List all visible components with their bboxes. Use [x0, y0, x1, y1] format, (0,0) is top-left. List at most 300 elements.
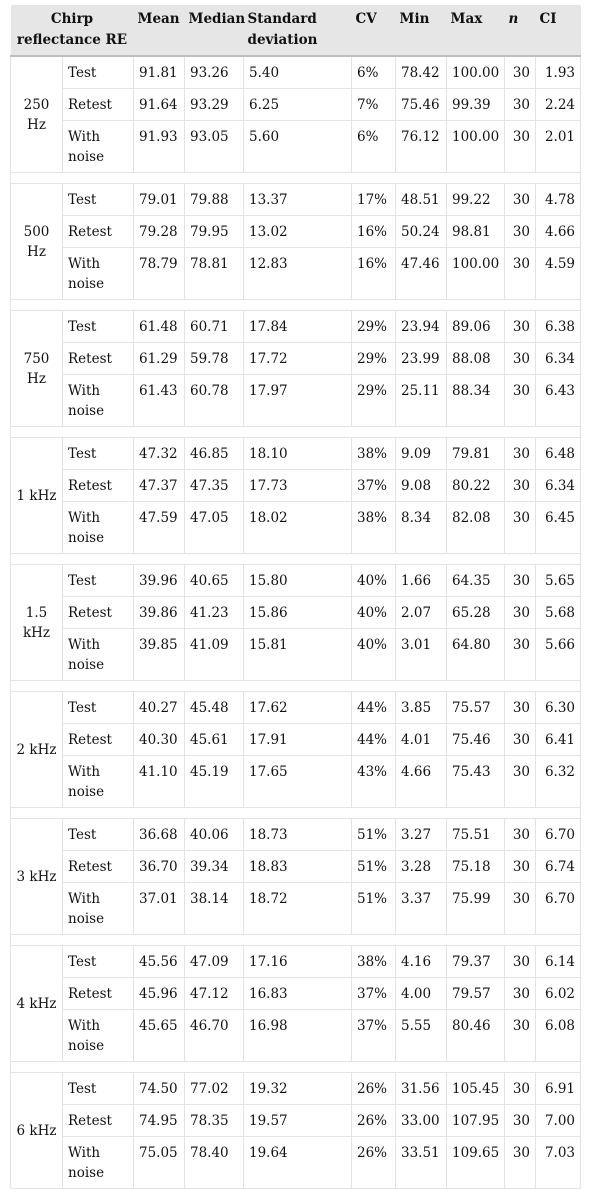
- spacer-cell: [11, 1062, 581, 1073]
- median-cell: 78.35: [185, 1105, 244, 1137]
- group-spacer: [11, 300, 581, 311]
- header-group: Chirp reflectance RE: [11, 5, 134, 56]
- max-cell: 75.46: [447, 724, 505, 756]
- max-cell: 100.00: [447, 56, 505, 89]
- table-row: [11, 216, 581, 248]
- ci-cell: 2.24: [536, 89, 581, 121]
- sd-cell: 17.65: [244, 756, 352, 808]
- ci-cell: 4.78: [536, 184, 581, 216]
- max-cell: 105.45: [447, 1073, 505, 1105]
- mean-cell: 61.43: [134, 375, 185, 427]
- mean-cell: 91.93: [134, 121, 185, 173]
- group-spacer: [11, 427, 581, 438]
- median-cell: 38.14: [185, 883, 244, 935]
- n-cell: 30: [505, 216, 536, 248]
- sd-cell: 17.72: [244, 343, 352, 375]
- table-row: [11, 692, 581, 724]
- condition-cell: With noise: [63, 1137, 134, 1189]
- mean-cell: 36.70: [134, 851, 185, 883]
- max-cell: 100.00: [447, 121, 505, 173]
- max-cell: 88.08: [447, 343, 505, 375]
- min-cell: 2.07: [396, 597, 447, 629]
- mean-cell: 47.32: [134, 438, 185, 470]
- median-cell: 45.48: [185, 692, 244, 724]
- mean-cell: 61.29: [134, 343, 185, 375]
- ci-cell: 7.00: [536, 1105, 581, 1137]
- table-row: [11, 565, 581, 597]
- condition-cell: Retest: [63, 978, 134, 1010]
- condition-cell: With noise: [63, 1010, 134, 1062]
- mean-cell: 45.65: [134, 1010, 185, 1062]
- min-cell: 50.24: [396, 216, 447, 248]
- table-row: [11, 819, 581, 851]
- table-row: [11, 756, 581, 808]
- min-cell: 25.11: [396, 375, 447, 427]
- cv-cell: 16%: [352, 216, 396, 248]
- ci-cell: 7.03: [536, 1137, 581, 1189]
- ci-cell: 2.01: [536, 121, 581, 173]
- n-cell: 30: [505, 597, 536, 629]
- min-cell: 4.01: [396, 724, 447, 756]
- condition-cell: With noise: [63, 248, 134, 300]
- min-cell: 48.51: [396, 184, 447, 216]
- cv-cell: 7%: [352, 89, 396, 121]
- mean-cell: 79.28: [134, 216, 185, 248]
- table-row: [11, 597, 581, 629]
- mean-cell: 79.01: [134, 184, 185, 216]
- cv-cell: 17%: [352, 184, 396, 216]
- mean-cell: 39.85: [134, 629, 185, 681]
- table-row: [11, 311, 581, 343]
- median-cell: 40.65: [185, 565, 244, 597]
- stats-table-container: [10, 5, 580, 1189]
- sd-cell: 18.02: [244, 502, 352, 554]
- condition-cell: With noise: [63, 883, 134, 935]
- mean-cell: 47.59: [134, 502, 185, 554]
- frequency-label: 2 kHz: [11, 692, 63, 808]
- header-mean: Mean: [134, 5, 185, 56]
- min-cell: 8.34: [396, 502, 447, 554]
- cv-cell: 38%: [352, 946, 396, 978]
- median-cell: 47.09: [185, 946, 244, 978]
- min-cell: 5.55: [396, 1010, 447, 1062]
- condition-cell: Retest: [63, 343, 134, 375]
- n-cell: 30: [505, 121, 536, 173]
- max-cell: 75.51: [447, 819, 505, 851]
- cv-cell: 29%: [352, 375, 396, 427]
- n-cell: 30: [505, 692, 536, 724]
- n-cell: 30: [505, 311, 536, 343]
- min-cell: 23.94: [396, 311, 447, 343]
- mean-cell: 74.50: [134, 1073, 185, 1105]
- median-cell: 46.85: [185, 438, 244, 470]
- frequency-label: 250 Hz: [11, 56, 63, 173]
- table-row: [11, 851, 581, 883]
- cv-cell: 37%: [352, 470, 396, 502]
- group-spacer: [11, 173, 581, 184]
- mean-cell: 40.27: [134, 692, 185, 724]
- table-row: [11, 883, 581, 935]
- condition-cell: Retest: [63, 470, 134, 502]
- cv-cell: 51%: [352, 883, 396, 935]
- max-cell: 79.81: [447, 438, 505, 470]
- cv-cell: 43%: [352, 756, 396, 808]
- cv-cell: 44%: [352, 724, 396, 756]
- group-spacer: [11, 681, 581, 692]
- sd-cell: 18.73: [244, 819, 352, 851]
- median-cell: 77.02: [185, 1073, 244, 1105]
- table-row: [11, 470, 581, 502]
- mean-cell: 39.86: [134, 597, 185, 629]
- sd-cell: 17.84: [244, 311, 352, 343]
- cv-cell: 40%: [352, 629, 396, 681]
- spacer-cell: [11, 300, 581, 311]
- n-cell: 30: [505, 851, 536, 883]
- median-cell: 93.26: [185, 56, 244, 89]
- median-cell: 46.70: [185, 1010, 244, 1062]
- header-row: [11, 5, 581, 56]
- condition-cell: Test: [63, 692, 134, 724]
- max-cell: 98.81: [447, 216, 505, 248]
- n-cell: 30: [505, 1010, 536, 1062]
- table-body: [11, 56, 581, 1189]
- mean-cell: 91.64: [134, 89, 185, 121]
- table-row: [11, 343, 581, 375]
- ci-cell: 6.32: [536, 756, 581, 808]
- condition-cell: With noise: [63, 121, 134, 173]
- n-cell: 30: [505, 724, 536, 756]
- ci-cell: 4.59: [536, 248, 581, 300]
- n-cell: 30: [505, 819, 536, 851]
- cv-cell: 51%: [352, 851, 396, 883]
- sd-cell: 13.02: [244, 216, 352, 248]
- frequency-label: 500 Hz: [11, 184, 63, 300]
- median-cell: 78.40: [185, 1137, 244, 1189]
- sd-cell: 16.98: [244, 1010, 352, 1062]
- max-cell: 100.00: [447, 248, 505, 300]
- group-spacer: [11, 935, 581, 946]
- condition-cell: With noise: [63, 502, 134, 554]
- frequency-label: 3 kHz: [11, 819, 63, 935]
- table-row: [11, 978, 581, 1010]
- cv-cell: 6%: [352, 56, 396, 89]
- min-cell: 75.46: [396, 89, 447, 121]
- ci-cell: 1.93: [536, 56, 581, 89]
- mean-cell: 41.10: [134, 756, 185, 808]
- min-cell: 31.56: [396, 1073, 447, 1105]
- n-cell: 30: [505, 565, 536, 597]
- frequency-label: 6 kHz: [11, 1073, 63, 1189]
- table-row: [11, 375, 581, 427]
- condition-cell: Retest: [63, 1105, 134, 1137]
- frequency-label: 4 kHz: [11, 946, 63, 1062]
- min-cell: 3.37: [396, 883, 447, 935]
- mean-cell: 74.95: [134, 1105, 185, 1137]
- median-cell: 47.35: [185, 470, 244, 502]
- min-cell: 4.66: [396, 756, 447, 808]
- sd-cell: 17.91: [244, 724, 352, 756]
- condition-cell: Test: [63, 311, 134, 343]
- cv-cell: 16%: [352, 248, 396, 300]
- sd-cell: 19.57: [244, 1105, 352, 1137]
- n-cell: 30: [505, 1105, 536, 1137]
- cv-cell: 40%: [352, 597, 396, 629]
- n-cell: 30: [505, 629, 536, 681]
- median-cell: 45.61: [185, 724, 244, 756]
- median-cell: 45.19: [185, 756, 244, 808]
- min-cell: 1.66: [396, 565, 447, 597]
- median-cell: 47.05: [185, 502, 244, 554]
- max-cell: 82.08: [447, 502, 505, 554]
- sd-cell: 18.83: [244, 851, 352, 883]
- sd-cell: 19.64: [244, 1137, 352, 1189]
- cv-cell: 6%: [352, 121, 396, 173]
- ci-cell: 6.14: [536, 946, 581, 978]
- cv-cell: 29%: [352, 343, 396, 375]
- condition-cell: Test: [63, 1073, 134, 1105]
- condition-cell: With noise: [63, 629, 134, 681]
- header-cv: CV: [352, 5, 396, 56]
- min-cell: 76.12: [396, 121, 447, 173]
- condition-cell: Test: [63, 565, 134, 597]
- group-spacer: [11, 808, 581, 819]
- sd-cell: 17.73: [244, 470, 352, 502]
- mean-cell: 40.30: [134, 724, 185, 756]
- table-row: [11, 184, 581, 216]
- n-cell: 30: [505, 978, 536, 1010]
- table-row: [11, 438, 581, 470]
- ci-cell: 6.48: [536, 438, 581, 470]
- max-cell: 75.18: [447, 851, 505, 883]
- mean-cell: 78.79: [134, 248, 185, 300]
- spacer-cell: [11, 427, 581, 438]
- min-cell: 4.16: [396, 946, 447, 978]
- table-row: [11, 629, 581, 681]
- condition-cell: Test: [63, 819, 134, 851]
- cv-cell: 40%: [352, 565, 396, 597]
- mean-cell: 75.05: [134, 1137, 185, 1189]
- cv-cell: 37%: [352, 978, 396, 1010]
- min-cell: 3.01: [396, 629, 447, 681]
- mean-cell: 39.96: [134, 565, 185, 597]
- min-cell: 23.99: [396, 343, 447, 375]
- median-cell: 41.09: [185, 629, 244, 681]
- max-cell: 89.06: [447, 311, 505, 343]
- sd-cell: 12.83: [244, 248, 352, 300]
- ci-cell: 6.08: [536, 1010, 581, 1062]
- cv-cell: 37%: [352, 1010, 396, 1062]
- n-cell: 30: [505, 1073, 536, 1105]
- header-ci: CI: [536, 5, 581, 56]
- max-cell: 80.22: [447, 470, 505, 502]
- median-cell: 47.12: [185, 978, 244, 1010]
- min-cell: 4.00: [396, 978, 447, 1010]
- frequency-label: 1 kHz: [11, 438, 63, 554]
- min-cell: 9.08: [396, 470, 447, 502]
- max-cell: 109.65: [447, 1137, 505, 1189]
- group-spacer: [11, 1062, 581, 1073]
- condition-cell: With noise: [63, 375, 134, 427]
- min-cell: 3.28: [396, 851, 447, 883]
- median-cell: 59.78: [185, 343, 244, 375]
- frequency-label: 750 Hz: [11, 311, 63, 427]
- n-cell: 30: [505, 248, 536, 300]
- min-cell: 33.51: [396, 1137, 447, 1189]
- min-cell: 9.09: [396, 438, 447, 470]
- sd-cell: 18.10: [244, 438, 352, 470]
- cv-cell: 38%: [352, 438, 396, 470]
- min-cell: 47.46: [396, 248, 447, 300]
- n-cell: 30: [505, 375, 536, 427]
- ci-cell: 6.41: [536, 724, 581, 756]
- sd-cell: 15.81: [244, 629, 352, 681]
- condition-cell: Test: [63, 946, 134, 978]
- table-row: [11, 56, 581, 89]
- header-sd: Standard deviation: [244, 5, 352, 56]
- max-cell: 79.37: [447, 946, 505, 978]
- header-median: Median: [185, 5, 244, 56]
- n-cell: 30: [505, 343, 536, 375]
- mean-cell: 47.37: [134, 470, 185, 502]
- cv-cell: 29%: [352, 311, 396, 343]
- cv-cell: 44%: [352, 692, 396, 724]
- min-cell: 3.85: [396, 692, 447, 724]
- max-cell: 64.80: [447, 629, 505, 681]
- header-max: Max: [447, 5, 505, 56]
- ci-cell: 6.30: [536, 692, 581, 724]
- mean-cell: 61.48: [134, 311, 185, 343]
- condition-cell: Retest: [63, 597, 134, 629]
- ci-cell: 5.65: [536, 565, 581, 597]
- table-row: [11, 89, 581, 121]
- sd-cell: 16.83: [244, 978, 352, 1010]
- sd-cell: 15.86: [244, 597, 352, 629]
- median-cell: 41.23: [185, 597, 244, 629]
- spacer-cell: [11, 681, 581, 692]
- ci-cell: 6.70: [536, 883, 581, 935]
- reflectance-stats-table: [10, 5, 581, 1189]
- max-cell: 64.35: [447, 565, 505, 597]
- n-cell: 30: [505, 1137, 536, 1189]
- spacer-cell: [11, 173, 581, 184]
- table-row: [11, 1137, 581, 1189]
- spacer-cell: [11, 554, 581, 565]
- sd-cell: 5.60: [244, 121, 352, 173]
- cv-cell: 38%: [352, 502, 396, 554]
- ci-cell: 6.91: [536, 1073, 581, 1105]
- median-cell: 93.29: [185, 89, 244, 121]
- table-row: [11, 724, 581, 756]
- sd-cell: 17.16: [244, 946, 352, 978]
- median-cell: 39.34: [185, 851, 244, 883]
- mean-cell: 36.68: [134, 819, 185, 851]
- median-cell: 40.06: [185, 819, 244, 851]
- max-cell: 79.57: [447, 978, 505, 1010]
- condition-cell: Test: [63, 438, 134, 470]
- max-cell: 65.28: [447, 597, 505, 629]
- n-cell: 30: [505, 438, 536, 470]
- ci-cell: 6.34: [536, 343, 581, 375]
- max-cell: 75.57: [447, 692, 505, 724]
- ci-cell: 6.45: [536, 502, 581, 554]
- n-cell: 30: [505, 470, 536, 502]
- ci-cell: 6.43: [536, 375, 581, 427]
- mean-cell: 37.01: [134, 883, 185, 935]
- table-row: [11, 121, 581, 173]
- min-cell: 78.42: [396, 56, 447, 89]
- table-row: [11, 946, 581, 978]
- median-cell: 60.78: [185, 375, 244, 427]
- sd-cell: 17.97: [244, 375, 352, 427]
- ci-cell: 5.68: [536, 597, 581, 629]
- condition-cell: Test: [63, 56, 134, 89]
- n-cell: 30: [505, 756, 536, 808]
- max-cell: 75.99: [447, 883, 505, 935]
- mean-cell: 91.81: [134, 56, 185, 89]
- ci-cell: 6.02: [536, 978, 581, 1010]
- ci-cell: 4.66: [536, 216, 581, 248]
- sd-cell: 18.72: [244, 883, 352, 935]
- n-cell: 30: [505, 184, 536, 216]
- header-n: n: [505, 5, 536, 56]
- ci-cell: 6.74: [536, 851, 581, 883]
- header-min: Min: [396, 5, 447, 56]
- sd-cell: 19.32: [244, 1073, 352, 1105]
- spacer-cell: [11, 935, 581, 946]
- ci-cell: 6.34: [536, 470, 581, 502]
- condition-cell: Retest: [63, 724, 134, 756]
- cv-cell: 51%: [352, 819, 396, 851]
- min-cell: 3.27: [396, 819, 447, 851]
- table-row: [11, 1073, 581, 1105]
- mean-cell: 45.56: [134, 946, 185, 978]
- max-cell: 107.95: [447, 1105, 505, 1137]
- max-cell: 99.22: [447, 184, 505, 216]
- condition-cell: Retest: [63, 89, 134, 121]
- sd-cell: 13.37: [244, 184, 352, 216]
- n-cell: 30: [505, 946, 536, 978]
- condition-cell: Test: [63, 184, 134, 216]
- table-row: [11, 502, 581, 554]
- sd-cell: 17.62: [244, 692, 352, 724]
- ci-cell: 6.70: [536, 819, 581, 851]
- sd-cell: 15.80: [244, 565, 352, 597]
- frequency-label: 1.5 kHz: [11, 565, 63, 681]
- spacer-cell: [11, 808, 581, 819]
- cv-cell: 26%: [352, 1105, 396, 1137]
- cv-cell: 26%: [352, 1073, 396, 1105]
- n-cell: 30: [505, 502, 536, 554]
- median-cell: 93.05: [185, 121, 244, 173]
- mean-cell: 45.96: [134, 978, 185, 1010]
- max-cell: 88.34: [447, 375, 505, 427]
- condition-cell: Retest: [63, 216, 134, 248]
- max-cell: 99.39: [447, 89, 505, 121]
- median-cell: 79.88: [185, 184, 244, 216]
- table-row: [11, 1105, 581, 1137]
- n-cell: 30: [505, 883, 536, 935]
- median-cell: 60.71: [185, 311, 244, 343]
- median-cell: 78.81: [185, 248, 244, 300]
- min-cell: 33.00: [396, 1105, 447, 1137]
- cv-cell: 26%: [352, 1137, 396, 1189]
- median-cell: 79.95: [185, 216, 244, 248]
- n-cell: 30: [505, 89, 536, 121]
- table-row: [11, 248, 581, 300]
- condition-cell: Retest: [63, 851, 134, 883]
- sd-cell: 6.25: [244, 89, 352, 121]
- n-cell: 30: [505, 56, 536, 89]
